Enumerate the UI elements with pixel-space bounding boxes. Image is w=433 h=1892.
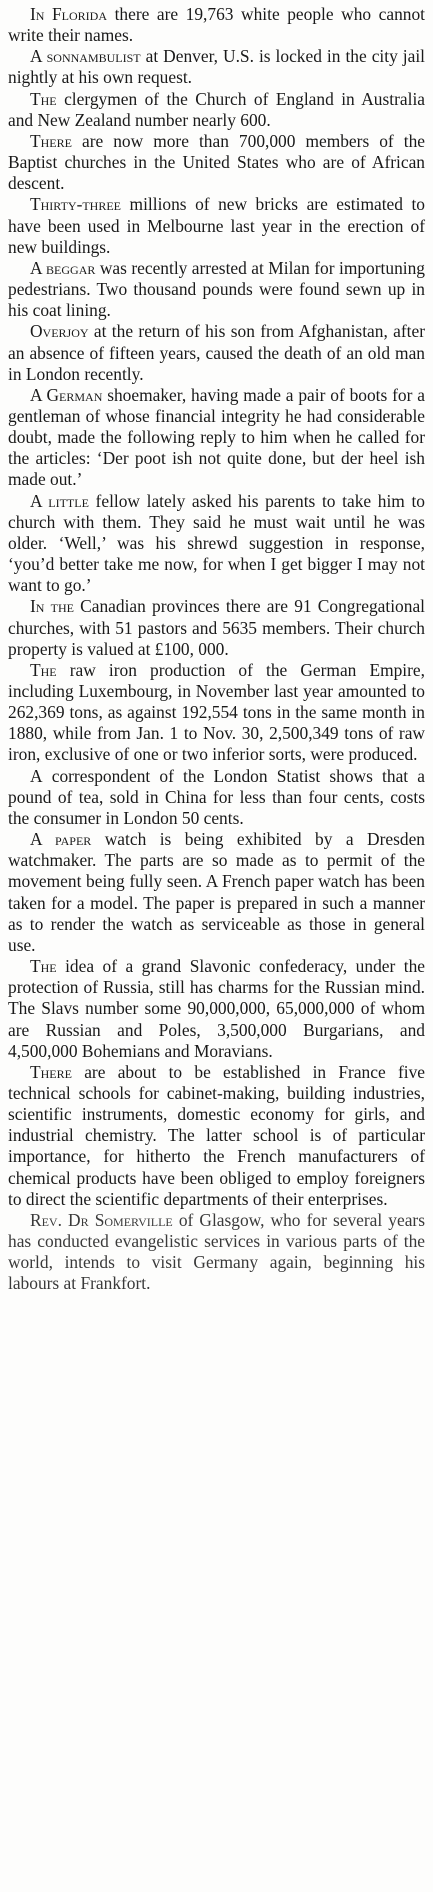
paragraph-text: of Glasgow, who for several years has conducted evangelistic services in various parts of the world, intends to visit Germany again, beginning his labours at Frankfort. [8, 1209, 425, 1294]
paragraph-overjoy [8, 321, 425, 384]
paragraph-lead: There [30, 1061, 72, 1082]
paragraph-text: at the return of his son from Afghanistan, after an absence of fifteen years, caused the death of an old man in London recently. [8, 321, 425, 384]
paragraph-lead: A beggar [30, 257, 96, 278]
paragraph-paper-watch [8, 829, 425, 956]
paragraph-tea [8, 766, 425, 829]
paragraph-text: fellow lately asked his parents to take him to church with them. They said he must wait until he was older. ‘Well,’ was his shrewd suggestion in response, ‘you’d better take me now, for when I get bigger I may not want to go.’ [8, 490, 426, 596]
paragraph-somerville [8, 1210, 425, 1295]
paragraph-lead: Overjoy [30, 321, 89, 342]
paragraph-lead: Rev. Dr Somerville [30, 1209, 173, 1230]
paragraph-lead: The [30, 88, 57, 109]
paragraph-text: at Denver, U.S. is locked in the city jail nightly at his own request. [8, 46, 425, 88]
paragraph-beggar [8, 258, 425, 321]
paragraph-lead: A [30, 765, 43, 786]
paragraph-text: raw iron production of the German Empire, including Luxembourg, in November last year amounted to 262,369 tons, as against 192,554 tons in the same month in 1880, while from Jan. 1 to Nov. 30, 2,500,349 tons of raw iron, exclusive of one or two inferior sorts, were produced. [8, 659, 425, 765]
paragraph-text: idea of a grand Slavonic confederacy, under the protection of Russia, still has charms for the Russian mind. The Slavs number some 90,000,000, 65,000,000 of whom are Russian and Poles, 3,500,000 Burgarians, and 4,500,000 Bohemians and Moravians. [8, 956, 425, 1061]
paragraph-canadian-churches [8, 596, 425, 659]
paragraph-lead: A little [30, 490, 89, 511]
paragraph-lead: The [30, 659, 57, 680]
paragraph-text: watch is being exhibited by a Dresden watchmaker. The parts are so made as to permit of the movement being fully seen. A French paper watch has been taken for a model. The paper is prepared in such a manner as to render the watch as serviceable as those in general use. [8, 829, 425, 955]
paragraph-text: was recently arrested at Milan for importuning pedestrians. Two thousand pounds were found sewn up in his coat lining. [8, 257, 425, 321]
paragraph-technical-schools [8, 1062, 425, 1210]
paragraph-lead: The [30, 956, 57, 977]
paragraph-text: correspondent of the London Statist shows that a pound of tea, sold in China for less than four cents, costs the consumer in London 50 cents. [8, 765, 425, 828]
paragraph-lead: There [30, 130, 72, 151]
paragraph-text: clergymen of the Church of England in Australia and New Zealand number nearly 600. [8, 88, 425, 130]
paragraph-text: there are 19,763 white people who cannot write their names. [8, 4, 425, 46]
paragraph-german-shoemaker [8, 385, 425, 491]
paragraph-florida [8, 4, 425, 46]
paragraph-sonnambulist [8, 46, 425, 88]
paragraph-clergymen [8, 89, 425, 131]
paragraph-lead: Thirty-three [30, 194, 122, 215]
paragraph-little-fellow [8, 491, 425, 597]
paragraph-lead: A German [30, 384, 103, 405]
paragraph-baptists [8, 131, 425, 194]
paragraph-bricks [8, 194, 425, 257]
paragraph-text: millions of new bricks are estimated to have been used in Melbourne last year in the erection of new buildings. [8, 194, 425, 257]
paragraph-lead: In the [30, 596, 74, 617]
paragraph-lead: A paper [30, 829, 92, 850]
paragraph-text: Canadian provinces there are 91 Congregational churches, with 51 pastors and 5635 members. Their church property is valued at £100, 000. [8, 596, 425, 659]
paragraph-raw-iron [8, 660, 425, 766]
paragraph-text: are now more than 700,000 members of the Baptist churches in the United States who are of African descent. [8, 130, 425, 194]
paragraph-text: shoemaker, having made a pair of boots for a gentleman of whose financial integrity he had considerable doubt, made the following reply to him when he called for the articles: ‘Der poot ish not quite done, but der heel ish made out.’ [8, 384, 425, 490]
paragraph-lead: A sonnambulist [30, 46, 141, 67]
paragraph-text: are about to be established in France five technical schools for cabinet-making, building industries, scientific instruments, domestic economy for girls, and industrial chemistry. The latter school is of particular importance, for hitherto the French manufacturers of chemical products have been obliged to employ foreigners to direct the scientific departments of their enterprises. [8, 1061, 425, 1209]
paragraph-slavonic [8, 956, 425, 1062]
paragraph-lead: In Florida [30, 4, 108, 24]
